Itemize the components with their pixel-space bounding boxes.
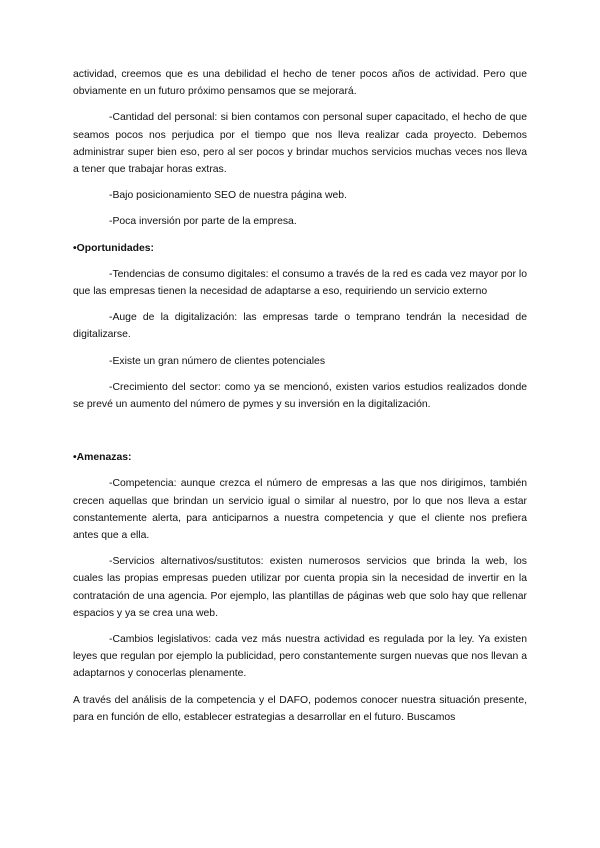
heading-amenazas: •Amenazas:	[73, 452, 132, 464]
paragraph-cantidad-personal: -Cantidad del personal: si bien contamos con personal super capacitado, el hecho de que seamos pocos nos perjudica por el tiempo que nos lleva realizar cada proyecto. Debemos administrar super bien eso, pero al ser pocos y brindar muchos servicios muchas veces nos lleva a tener que trabajar horas extras.	[73, 112, 527, 176]
paragraph-clientes-potenciales: -Existe un gran número de clientes potenciales	[109, 355, 326, 367]
paragraph-bajo-seo: -Bajo posicionamiento SEO de nuestra página web.	[109, 190, 347, 202]
paragraph-servicios-alternativos: -Servicios alternativos/sustitutos: existen numerosos servicios que brinda la web, los cuales las propias empresas pueden utilizar por cuenta propia sin la necesidad de invertir en la contratación de una agencia. Por ejemplo, las plantillas de páginas web que solo hay que rellenar espacios y ya se crea una web.	[73, 556, 527, 619]
paragraph-cambios-legislativos: -Cambios legislativos: cada vez más nuestra actividad es regulada por la ley. Ya existen leyes que regulan por ejemplo la publicidad, pero constantemente surgen nuevas que nos llevan a adaptarnos y conocerlas plenamente.	[73, 634, 527, 680]
paragraph-competencia: -Competencia: aunque crezca el número de empresas a las que nos dirigimos, también crecen aquellas que brindan un servicio igual o similar al nuestro, por lo que nos lleva a estar constantemente alerta, para anticiparnos a nuestra competencia y que el cliente nos prefiera antes que a ella.	[73, 478, 527, 542]
paragraph-tendencias-consumo: -Tendencias de consumo digitales: el consumo a través de la red es cada vez mayor por lo que las empresas tienen la necesidad de adaptarse a eso, requiriendo un servicio externo	[73, 268, 527, 298]
section-spacer	[73, 422, 527, 449]
paragraph-auge-digitalizacion: -Auge de la digitalización: las empresas tarde o temprano tendrán la necesidad de digitalizarse.	[73, 312, 527, 341]
document-body	[73, 66, 527, 735]
heading-oportunidades: •Oportunidades:	[73, 242, 154, 254]
paragraph-poca-inversion: -Poca inversión por parte de la empresa.	[109, 216, 297, 228]
paragraph-analisis-competencia: A través del análisis de la competencia y el DAFO, podemos conocer nuestra situación presente, para en función de ello, establecer estrategias a desarrollar en el futuro. Buscamos	[73, 694, 527, 723]
paragraph-debilidades-continuation: actividad, creemos que es una debilidad el hecho de tener pocos años de actividad. Pero que obviamente en un futuro próximo pensamos que se mejorará.	[73, 69, 527, 98]
paragraph-crecimiento-sector: -Crecimiento del sector: como ya se mencionó, existen varios estudios realizados donde se prevé un aumento del número de pymes y su inversión en la digitalización.	[73, 381, 527, 411]
